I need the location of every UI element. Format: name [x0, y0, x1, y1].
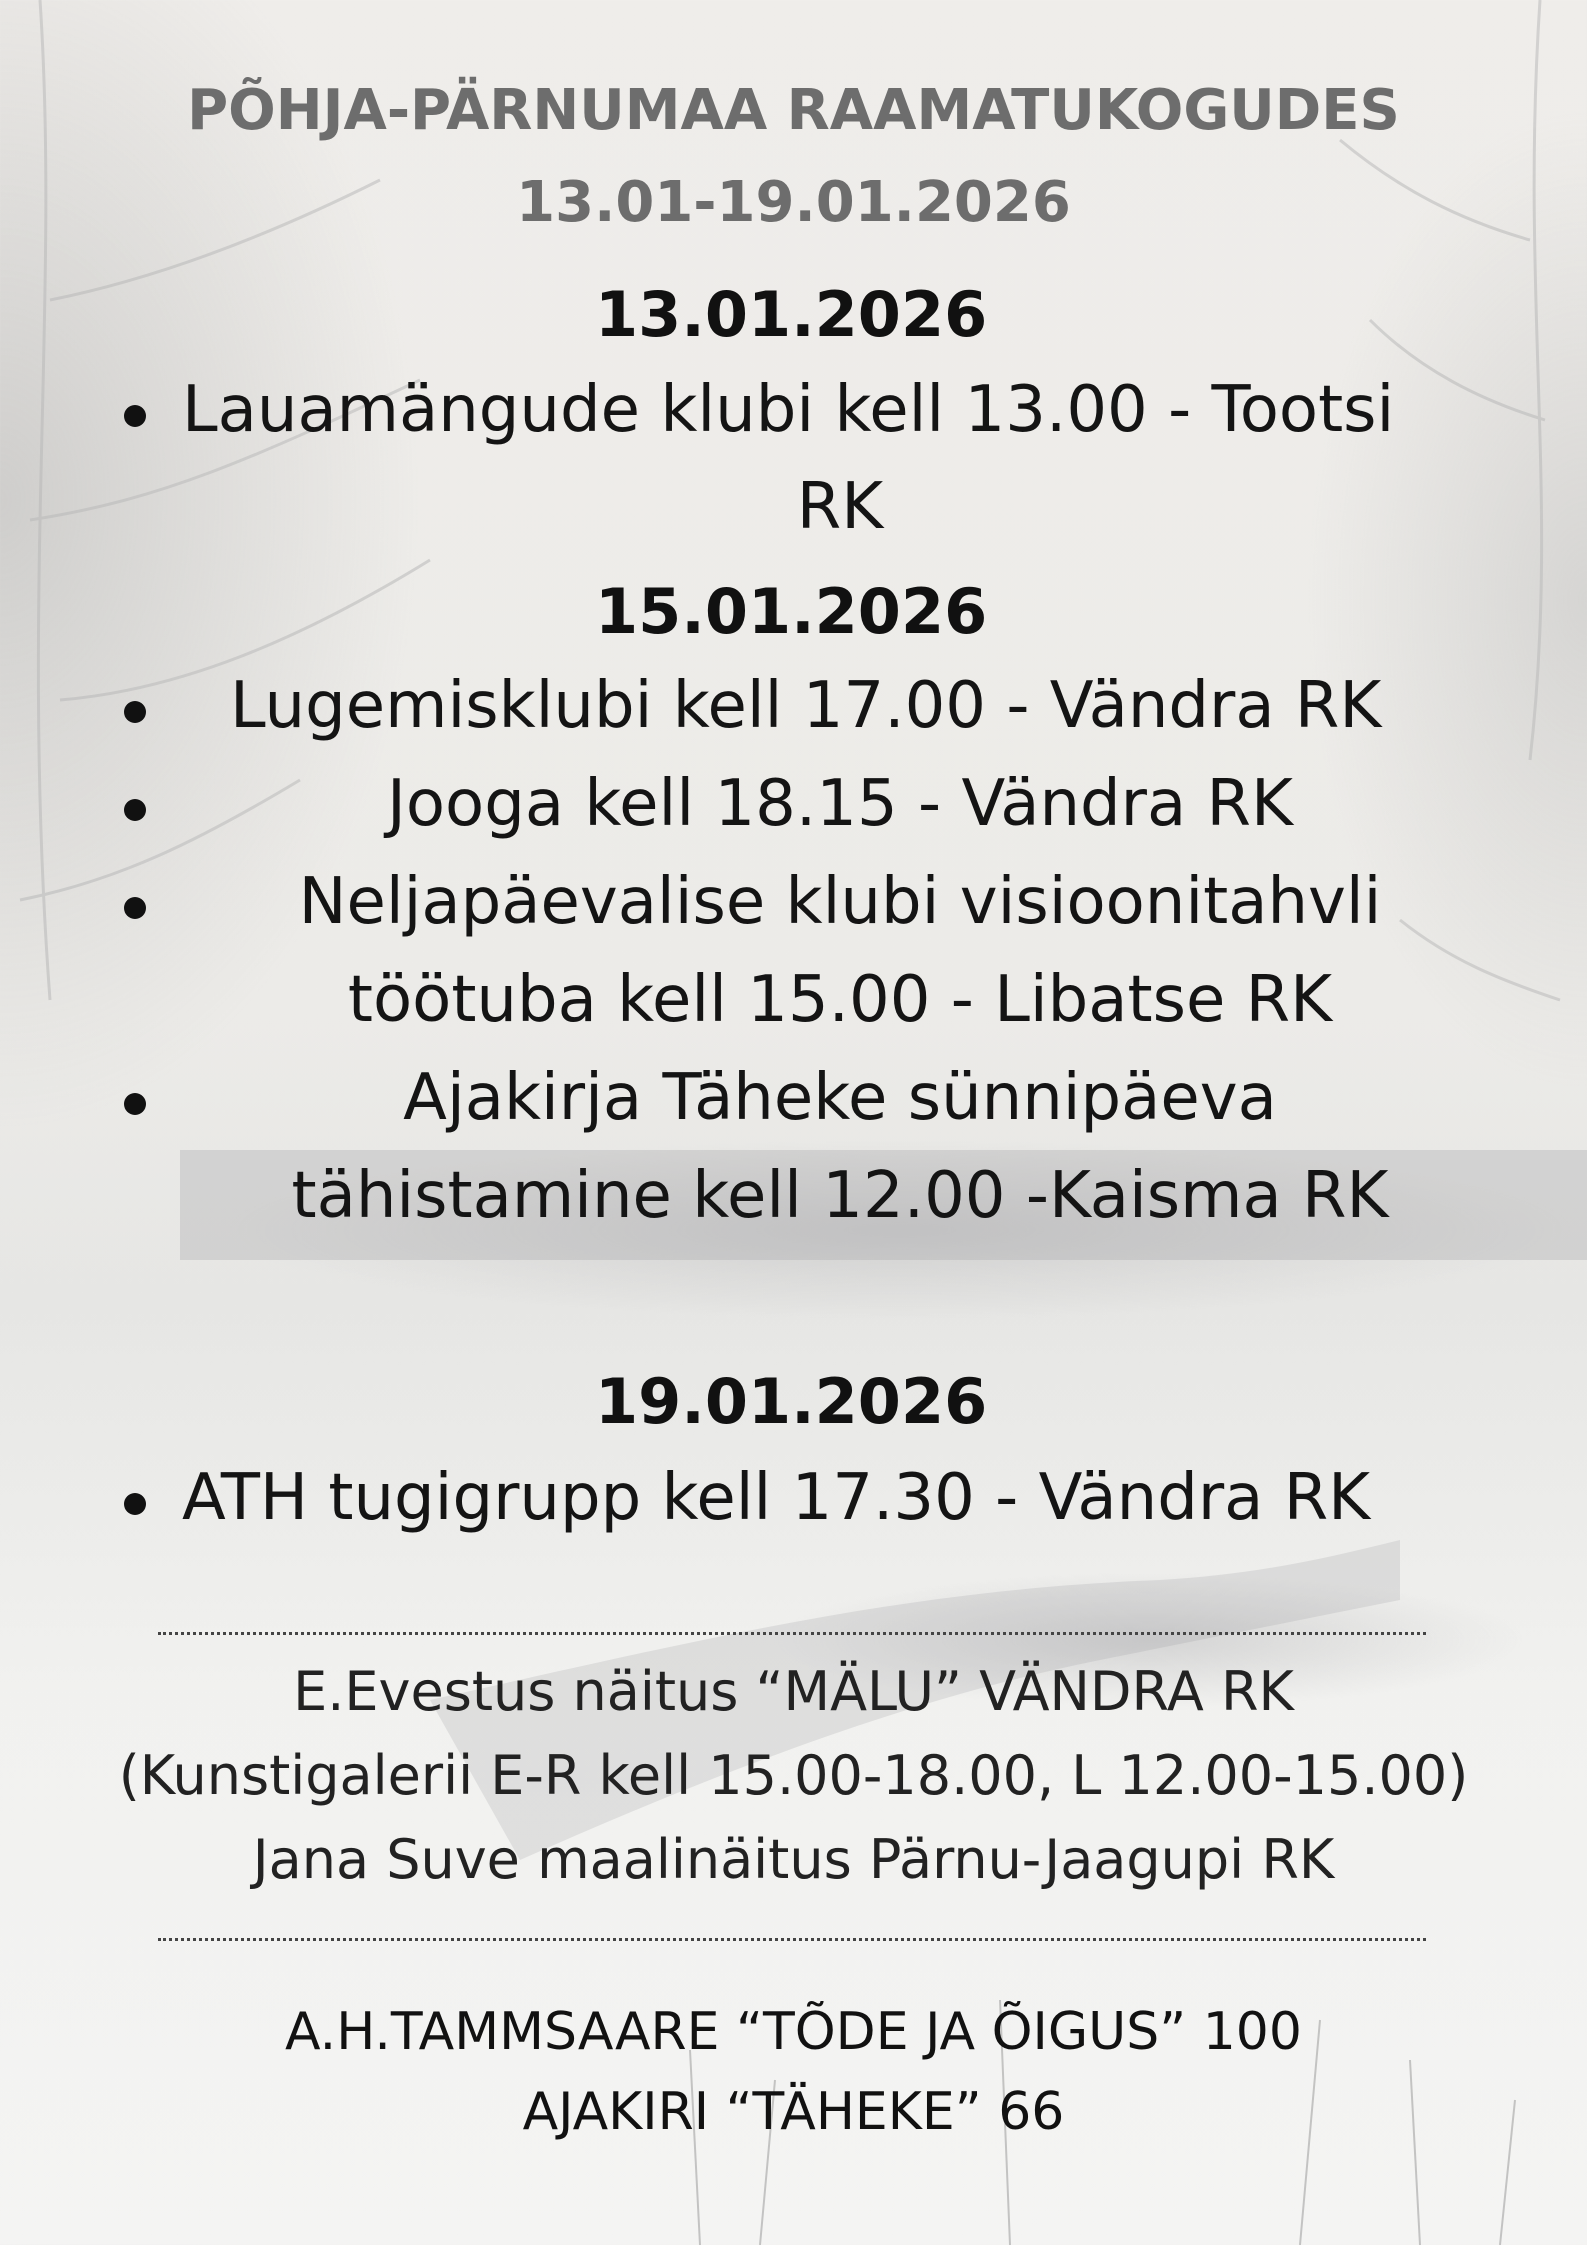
bullet-icon	[124, 701, 146, 723]
date-heading: 19.01.2026	[595, 1365, 988, 1438]
event-text: Neljapäevalise klubi visioonitahvli	[298, 865, 1382, 939]
event-text: Ajakirja Täheke sünnipäeva	[403, 1061, 1277, 1135]
date-heading: 15.01.2026	[595, 575, 988, 648]
exhibition-text: E.Evestus näitus “MÄLU” VÄNDRA RK	[293, 1660, 1294, 1723]
exhibition-hours: (Kunstigalerii E-R kell 15.00-18.00, L 12.00-15.00)	[118, 1744, 1469, 1807]
event-text: Jooga kell 18.15 - Vändra RK	[387, 767, 1293, 841]
date-heading: 13.01.2026	[595, 278, 988, 351]
event-text: ATH tugigrupp kell 17.30 - Vändra RK	[182, 1461, 1371, 1535]
event-text-continued: RK	[796, 470, 884, 544]
footer-anniversary: AJAKIRI “TÄHEKE” 66	[522, 2082, 1065, 2142]
exhibition-text: Jana Suve maalinäitus Pärnu-Jaagupi RK	[252, 1828, 1335, 1891]
date-range: 13.01-19.01.2026	[516, 170, 1071, 235]
event-text-continued: tähistamine kell 12.00 -Kaisma RK	[291, 1159, 1389, 1233]
event-text: Lauamängude klubi kell 13.00 - Tootsi	[182, 373, 1395, 447]
dotted-divider	[158, 1938, 1426, 1941]
poster-title: PÕHJA-PÄRNUMAA RAAMATUKOGUDES	[187, 78, 1400, 143]
footer-anniversary: A.H.TAMMSAARE “TÕDE JA ÕIGUS” 100	[285, 2002, 1302, 2062]
bullet-icon	[124, 1493, 146, 1515]
event-text-continued: töötuba kell 15.00 - Libatse RK	[347, 963, 1333, 1037]
bullet-icon	[124, 405, 146, 427]
dotted-divider	[158, 1632, 1426, 1635]
event-text: Lugemisklubi kell 17.00 - Vändra RK	[230, 669, 1382, 743]
